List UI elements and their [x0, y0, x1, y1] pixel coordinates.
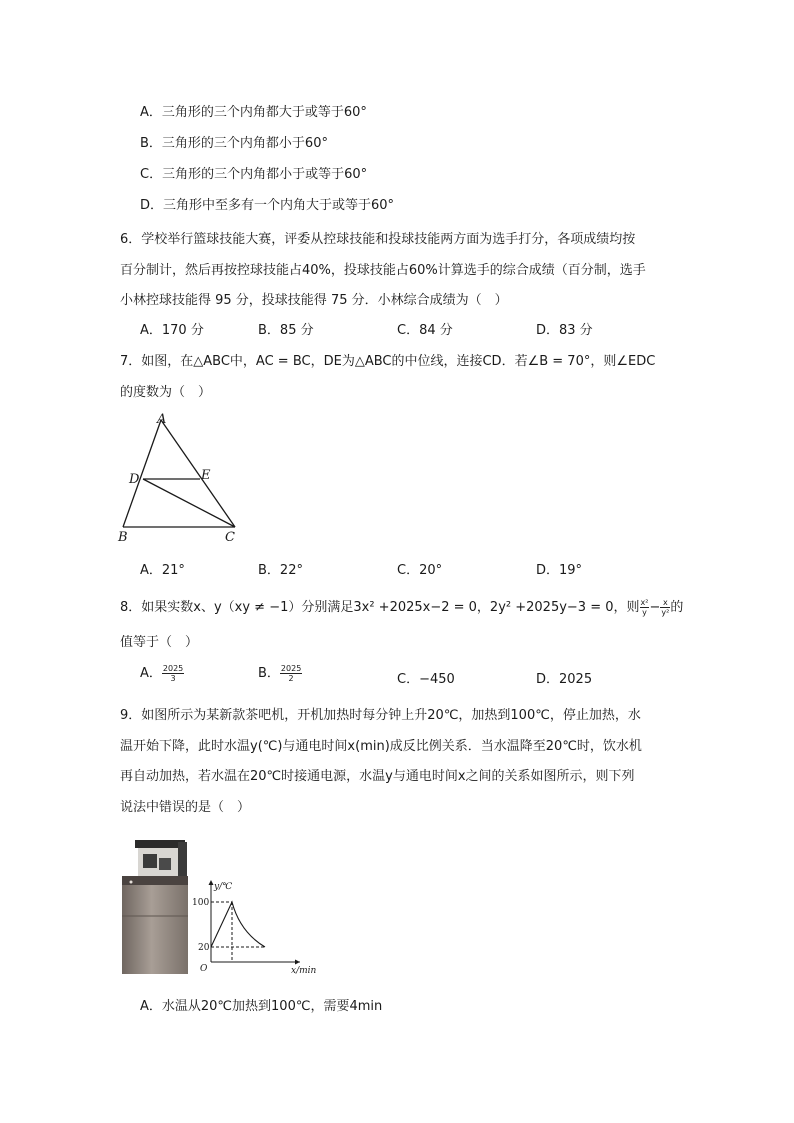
q7-option-d: D．19°: [536, 563, 583, 578]
q9-line-2: 温开始下降，此时水温y(℃)与通电时间x(min)成反比例关系．当水温降至20℃时，饮水机: [120, 739, 642, 754]
origin-label: O: [200, 964, 208, 974]
q9-line-1: 9．如图所示为某新款茶吧机，开机加热时每分钟上升20℃，加热到100℃，停止加热，水: [120, 708, 641, 723]
label-b: B: [118, 530, 128, 545]
q5-option-d: D．三角形中至多有一个内角大于或等于60°: [140, 198, 395, 213]
q5-option-b: B．三角形的三个内角都小于60°: [140, 136, 328, 151]
label-e: E: [201, 468, 211, 483]
q8-fraction-2: [660, 598, 670, 617]
q8-minus: −: [649, 600, 661, 615]
q8-fraction-1: [640, 598, 650, 617]
tick-100: 100: [192, 898, 210, 908]
q8-option-a: [140, 664, 184, 683]
q9-line-4: 说法中错误的是（ ）: [120, 800, 251, 815]
q8-option-b: [258, 664, 302, 683]
frac1-numerator: x²: [640, 598, 649, 607]
q5-option-c: C．三角形的三个内角都小于或等于60°: [140, 167, 368, 182]
temperature-curve: [211, 902, 265, 947]
q9-temperature-graph: [192, 870, 332, 980]
q8-option-b-prefix: B．: [258, 666, 280, 681]
q8-option-d: D．2025: [536, 672, 593, 687]
q7-triangle-figure: [112, 410, 252, 550]
q9-line-3: 再自动加热，若水温在20℃时接通电源，水温y与通电时间x之间的关系如图所示，则下列: [120, 769, 635, 784]
q8-option-b-fraction: [280, 664, 302, 683]
label-c: C: [225, 530, 235, 545]
q7-line-1: 7．如图，在△ABC中，AC = BC，DE为△ABC的中位线，连接CD．若∠B = 70°，则∠EDC: [120, 354, 656, 369]
q7-option-a: A．21°: [140, 563, 185, 578]
q6-line-3: 小林控球技能得 95 分，投球技能得 75 分．小林综合成绩为（ ）: [120, 293, 508, 308]
frac1-denominator: y: [642, 608, 647, 617]
q6-line-2: 百分制计，然后再按控球技能占40%，投球技能占60%计算选手的综合成绩（百分制，选手: [120, 263, 646, 278]
label-d: D: [129, 472, 140, 487]
q7-line-2: 的度数为（ ）: [120, 385, 212, 400]
opt-b-denominator: 2: [288, 674, 294, 683]
side-ac: [161, 420, 235, 527]
opt-a-denominator: 3: [170, 674, 176, 683]
q8-line-1-text: 8．如果实数x、y（xy ≠ −1）分别满足3x² +2025x−2 = 0，2y² +2025y−3 = 0，则: [120, 600, 640, 615]
q8-line-1: [120, 598, 683, 617]
q6-option-a: A．170 分: [140, 323, 204, 338]
y-axis-arrow: [209, 880, 214, 885]
opt-a-numerator: 2025: [162, 664, 184, 673]
frac2-numerator: x: [660, 598, 670, 608]
q7-option-c: C．20°: [397, 563, 443, 578]
q8-line-2: 值等于（ ）: [120, 635, 199, 650]
q8-option-a-prefix: A．: [140, 666, 162, 681]
q6-option-c: C．84 分: [397, 323, 453, 338]
label-a: A: [157, 412, 167, 427]
x-axis-arrow: [295, 960, 300, 965]
q9-option-a: A．水温从20℃加热到100℃，需要4min: [140, 999, 383, 1014]
q8-tail: 的: [670, 600, 684, 615]
q8-option-c: C．−450: [397, 672, 455, 687]
opt-b-numerator: 2025: [280, 664, 302, 673]
q6-option-d: D．83 分: [536, 323, 593, 338]
tick-20: 20: [198, 943, 210, 953]
q8-option-a-fraction: [162, 664, 184, 683]
x-axis-label: x/min: [291, 966, 317, 976]
frac2-denominator: y²: [661, 608, 670, 617]
q7-option-b: B．22°: [258, 563, 303, 578]
segment-dc: [143, 479, 235, 527]
q6-line-1: 6．学校举行篮球技能大赛，评委从控球技能和投球技能两方面为选手打分，各项成绩均按: [120, 232, 636, 247]
tea-machine-image: [118, 836, 193, 976]
q5-option-a: A．三角形的三个内角都大于或等于60°: [140, 105, 367, 120]
q6-option-b: B．85 分: [258, 323, 314, 338]
y-axis-label: y/℃: [214, 882, 233, 892]
